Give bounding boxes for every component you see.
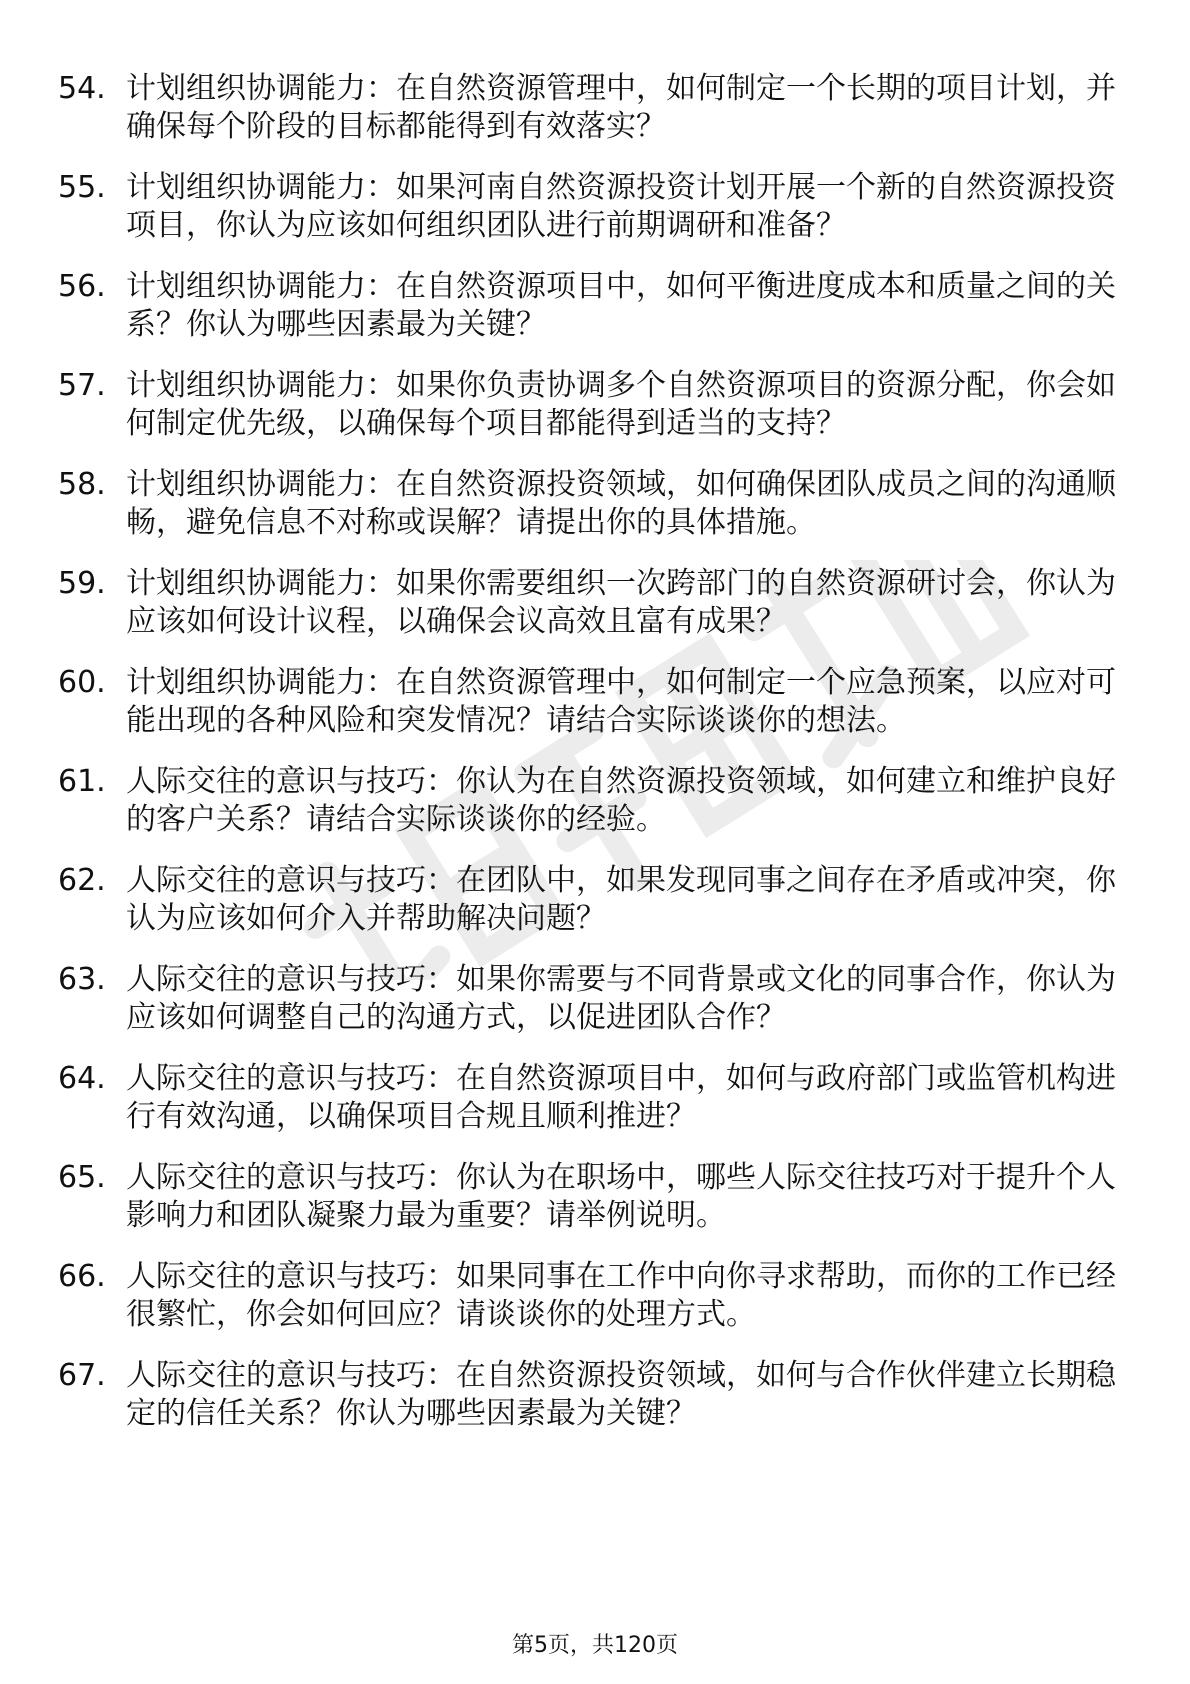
question-item (58, 565, 1118, 641)
question-number: 66. (58, 1259, 106, 1294)
question-text: 计划组织协调能力：如果你负责协调多个自然资源项目的资源分配，你会如何制定优先级，以确保每个项目都能得到适当的支持？ (126, 368, 1116, 441)
question-number: 56. (58, 269, 106, 304)
question-text: 计划组织协调能力：如果你需要组织一次跨部门的自然资源研讨会，你认为应该如何设计议程，以确保会议高效且富有成果？ (126, 566, 1116, 639)
page-footer: 第5页，共120页 (512, 1633, 678, 1658)
question-item (58, 466, 1118, 542)
question-item (58, 169, 1118, 245)
question-item (58, 961, 1118, 1037)
question-text: 人际交往的意识与技巧：在团队中，如果发现同事之间存在矛盾或冲突，你认为应该如何介入并帮助解决问题？ (126, 863, 1116, 936)
question-text: 计划组织协调能力：在自然资源项目中，如何平衡进度成本和质量之间的关系？你认为哪些因素最为关键？ (126, 269, 1116, 342)
question-number: 64. (58, 1061, 106, 1096)
question-item (58, 1258, 1118, 1334)
question-text: 人际交往的意识与技巧：你认为在自然资源投资领域，如何建立和维护良好的客户关系？请结合实际谈谈你的经验。 (126, 764, 1116, 837)
question-text: 人际交往的意识与技巧：在自然资源投资领域，如何与合作伙伴建立长期稳定的信任关系？你认为哪些因素最为关键？ (126, 1358, 1116, 1431)
question-text: 人际交往的意识与技巧：如果同事在工作中向你寻求帮助，而你的工作已经很繁忙，你会如何回应？请谈谈你的处理方式。 (126, 1259, 1116, 1332)
question-text: 人际交往的意识与技巧：你认为在职场中，哪些人际交往技巧对于提升个人影响力和团队凝聚力最为重要？请举例说明。 (126, 1160, 1116, 1233)
question-number: 54. (58, 71, 106, 106)
question-number: 58. (58, 467, 106, 502)
question-text: 计划组织协调能力：如果河南自然资源投资计划开展一个新的自然资源投资项目，你认为应该如何组织团队进行前期调研和准备？ (126, 170, 1116, 243)
question-text: 人际交往的意识与技巧：在自然资源项目中，如何与政府部门或监管机构进行有效沟通，以确保项目合规且顺利推进？ (126, 1061, 1116, 1134)
question-number: 65. (58, 1160, 106, 1195)
question-number: 61. (58, 764, 106, 799)
question-item (58, 862, 1118, 938)
question-number: 55. (58, 170, 106, 205)
question-item (58, 367, 1118, 443)
question-item (58, 664, 1118, 740)
question-number: 60. (58, 665, 106, 700)
question-text: 计划组织协调能力：在自然资源投资领域，如何确保团队成员之间的沟通顺畅，避免信息不对称或误解？请提出你的具体措施。 (126, 467, 1116, 540)
question-number: 67. (58, 1358, 106, 1393)
question-number: 57. (58, 368, 106, 403)
question-number: 63. (58, 962, 106, 997)
question-number: 62. (58, 863, 106, 898)
question-item (58, 70, 1118, 146)
question-item (58, 1357, 1118, 1433)
question-number: 59. (58, 566, 106, 601)
question-item (58, 268, 1118, 344)
question-item (58, 763, 1118, 839)
question-item (58, 1060, 1118, 1136)
question-item (58, 1159, 1118, 1235)
question-list (58, 70, 1118, 1456)
question-text: 计划组织协调能力：在自然资源管理中，如何制定一个应急预案，以应对可能出现的各种风险和突发情况？请结合实际谈谈你的想法。 (126, 665, 1116, 738)
question-text: 计划组织协调能力：在自然资源管理中，如何制定一个长期的项目计划，并确保每个阶段的目标都能得到有效落实？ (126, 71, 1116, 144)
question-text: 人际交往的意识与技巧：如果你需要与不同背景或文化的同事合作，你认为应该如何调整自己的沟通方式，以促进团队合作？ (126, 962, 1116, 1035)
